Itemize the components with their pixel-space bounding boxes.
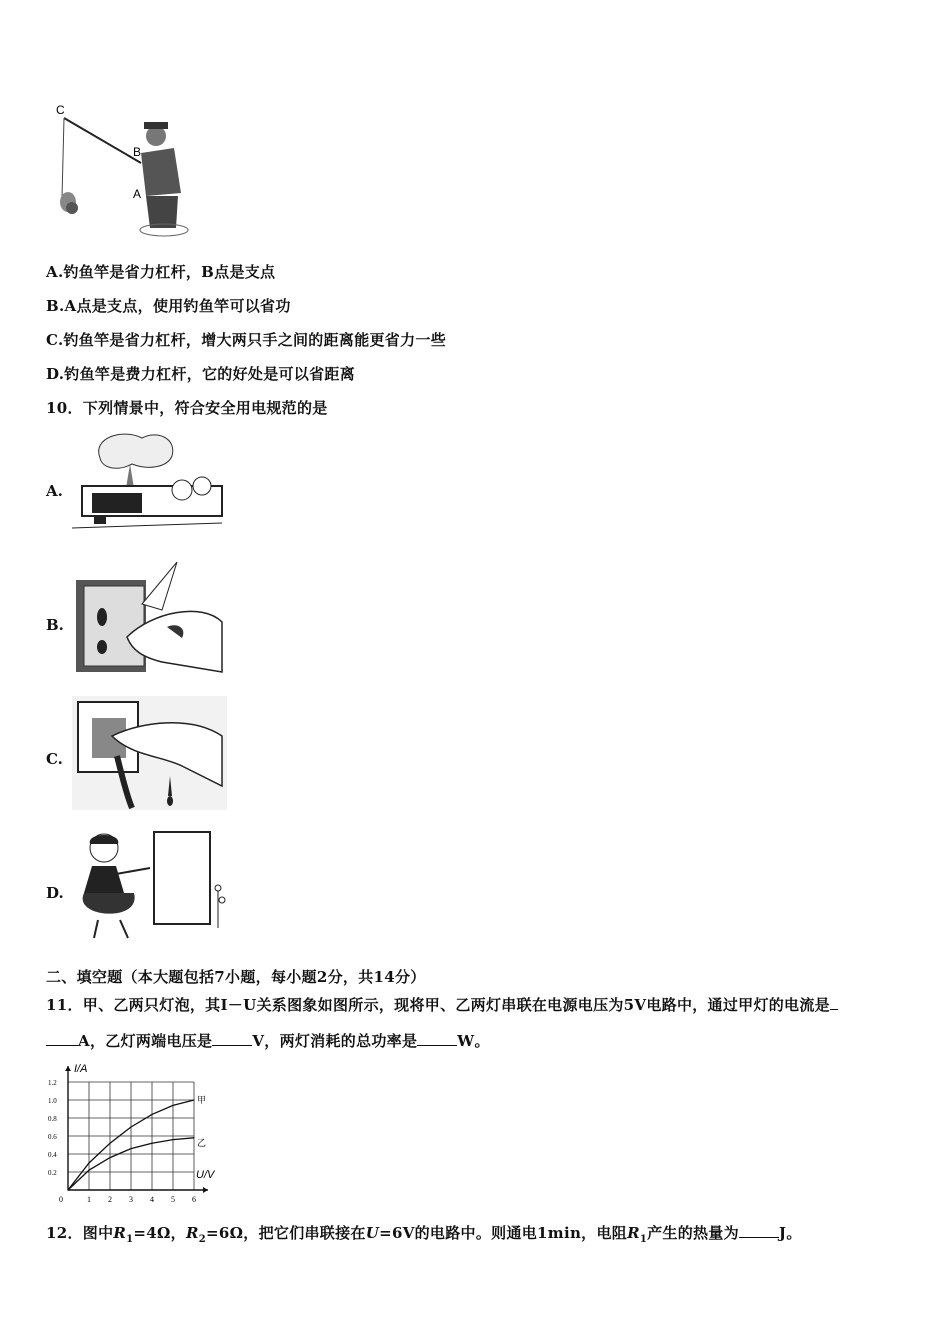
y-tick-label: 1.0: [48, 1097, 57, 1105]
q11-blank-1b[interactable]: [46, 1031, 78, 1046]
q11-blank-3[interactable]: [417, 1031, 457, 1046]
q10-option-b-label: B.: [46, 616, 64, 634]
q11-line1: 11．甲、乙两只灯泡，其I－U关系图象如图所示，现将甲、乙两灯串联在电源电压为5V电路中，通过甲灯的电流是: [46, 994, 838, 1015]
q9-option-c: C.钓鱼竿是省力杠杆，增大两只手之间的距离能更省力一些: [46, 331, 447, 349]
x-tick-label: 5: [171, 1195, 175, 1204]
x-tick-label: 6: [192, 1195, 196, 1204]
x-axis-arrow: [203, 1187, 208, 1193]
q12-line: 12．图中$R_1=4\Omega$，$R_2=6\Omega$，把它们串联接在U=6V的电路中。则通电1min，电阻$R_1$产生的热量为 J。: [46, 1224, 802, 1245]
y-axis-label: I/A: [74, 1063, 88, 1075]
x-tick-label: 2: [108, 1195, 112, 1204]
series-point-1: [151, 1143, 152, 1144]
y-tick-label: 0.2: [48, 1169, 57, 1177]
q9-option-a: A.钓鱼竿是省力杠杆，B点是支点: [46, 263, 276, 281]
series-point-1: [88, 1170, 89, 1171]
label-a: A: [133, 187, 142, 201]
y-tick-label: 0.6: [48, 1133, 57, 1141]
series-point-1: [67, 1189, 68, 1190]
q10-option-c-label: C.: [46, 750, 63, 768]
section2-title: 二、填空题（本大题包括7小题，每小题2分，共14分）: [46, 968, 426, 986]
q10-option-a-label: A.: [46, 482, 63, 500]
q10-image-a: [72, 428, 227, 538]
q12-blank[interactable]: [739, 1223, 779, 1238]
x-tick-label: 1: [87, 1195, 91, 1204]
series-point-0: [172, 1105, 173, 1106]
x-axis-label: U/V: [196, 1169, 215, 1181]
x-tick-label: 0: [59, 1195, 63, 1204]
q10-option-d-label: D.: [46, 884, 64, 902]
series-point-1: [193, 1137, 194, 1138]
y-tick-label: 1.2: [48, 1079, 57, 1087]
q9-option-b: B.A点是支点，使用钓鱼竿可以省功: [46, 297, 291, 315]
fishing-figure: [46, 98, 191, 246]
q9-option-d: D.钓鱼竿是费力杠杆，它的好处是可以省距离: [46, 365, 355, 383]
series-label-1: 乙: [197, 1138, 207, 1149]
series-label-0: 甲: [197, 1096, 207, 1106]
q11-blank-2[interactable]: [212, 1031, 252, 1046]
series-point-1: [130, 1148, 131, 1149]
label-b: B: [133, 145, 142, 159]
y-axis-arrow: [65, 1066, 71, 1071]
x-tick-label: 4: [150, 1195, 154, 1204]
series-point-0: [193, 1099, 194, 1100]
series-point-0: [130, 1126, 131, 1127]
label-c: C: [56, 103, 65, 117]
y-tick-label: 0.4: [48, 1151, 57, 1159]
series-point-0: [109, 1143, 110, 1144]
series-point-1: [172, 1139, 173, 1140]
x-tick-label: 3: [129, 1195, 133, 1204]
q10-image-b: [72, 562, 227, 674]
series-point-1: [109, 1157, 110, 1158]
q10-image-c: [72, 696, 227, 810]
q11-blank-1a[interactable]: [830, 995, 838, 1010]
iu-chart: [46, 1058, 216, 1204]
series-point-0: [88, 1162, 89, 1163]
q10-stem: 10．下列情景中，符合安全用电规范的是: [46, 399, 328, 417]
q10-image-d: [72, 828, 227, 946]
series-point-0: [151, 1114, 152, 1115]
y-tick-label: 0.8: [48, 1115, 57, 1123]
q11-line2: A，乙灯两端电压是 V，两灯消耗的总功率是 W。: [46, 1030, 490, 1051]
